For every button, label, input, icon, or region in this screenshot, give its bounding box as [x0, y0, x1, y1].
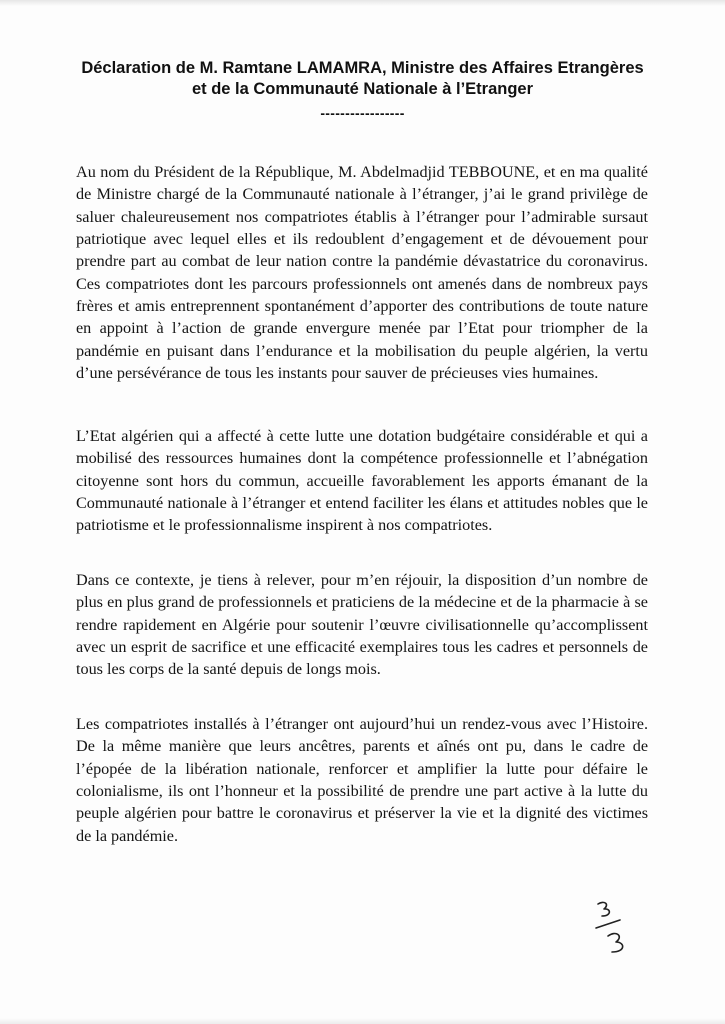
document-title [60, 58, 665, 100]
title-line-1: Déclaration de M. Ramtane LAMAMRA, Ministre des Affaires Etrangères [81, 59, 644, 77]
paragraph-2: L’Etat algérien qui a affecté à cette lutte une dotation budgétaire considérable et qui a mobilisé des ressources humaines dont la compétence professionnelle et l’abnégation citoyenne sont hors du commun, accueille favorablement les apports émanant de la Communauté nationale à l’étranger et entend faciliter les élans et attitudes nobles que le patriotisme et le professionnalisme inspirent à nos compatriotes. [76, 427, 648, 535]
scan-edge-bottom [0, 1018, 725, 1024]
paragraph-3: Dans ce contexte, je tiens à relever, pour m’en réjouir, la disposition d’un nombre de plus en plus grand de professionnels et praticiens de la médecine et de la pharmacie à se rendre rapidement en Algérie pour soutenir l’œuvre civilisationnelle qu’accomplissent avec un esprit de sacrifice et une efficacité exemplaires tous les cadres et personnels de tous les corps de la santé depuis de longs mois. [76, 571, 648, 679]
paragraph-1: Au nom du Président de la République, M. Abdelmadjid TEBBOUNE, et en ma qualité de Ministre chargé de la Communauté nationale à l’étranger, j’ai le grand privilège de saluer chaleureusement nos compatriotes établis à l’étranger pour l’admirable sursaut patriotique avec lequel elles et ils redoublent d’engagement et de dévouement pour prendre part au combat de leur nation contre la pandémie dévastatrice du coronavirus. Ces compatriotes dont les parcours professionnels ont amenés dans de nombreux pays frères et amis entreprennent spontanément d’apporter des contributions de toute nature en appoint à l’action de grande envergure menée par l’Etat pour triompher de la pandémie en puisant dans l’endurance et la mobilisation du peuple algérien, la vertu d’une persévérance de tous les instants pour sauver de précieuses vies humaines. [76, 163, 648, 382]
title-separator: ----------------- [320, 105, 405, 121]
paragraph-4: Les compatriotes installés à l’étranger ont aujourd’hui un rendez-vous avec l’Histoire. De la même manière que leurs ancêtres, parents et aînés ont pu, dans le cadre de l’épopée de la libération nationale, renforcer et amplifier la lutte pour défaire le colonialisme, ils ont l’honneur et la possibilité de prendre une part active à la lutte du peuple algérien pour battre le coronavirus et préserver la vie et la dignité des victimes de la pandémie. [76, 715, 648, 845]
handwritten-page-number [592, 898, 632, 958]
title-line-2: et de la Communauté Nationale à l’Etranger [191, 80, 534, 98]
scan-edge-top [0, 0, 725, 6]
